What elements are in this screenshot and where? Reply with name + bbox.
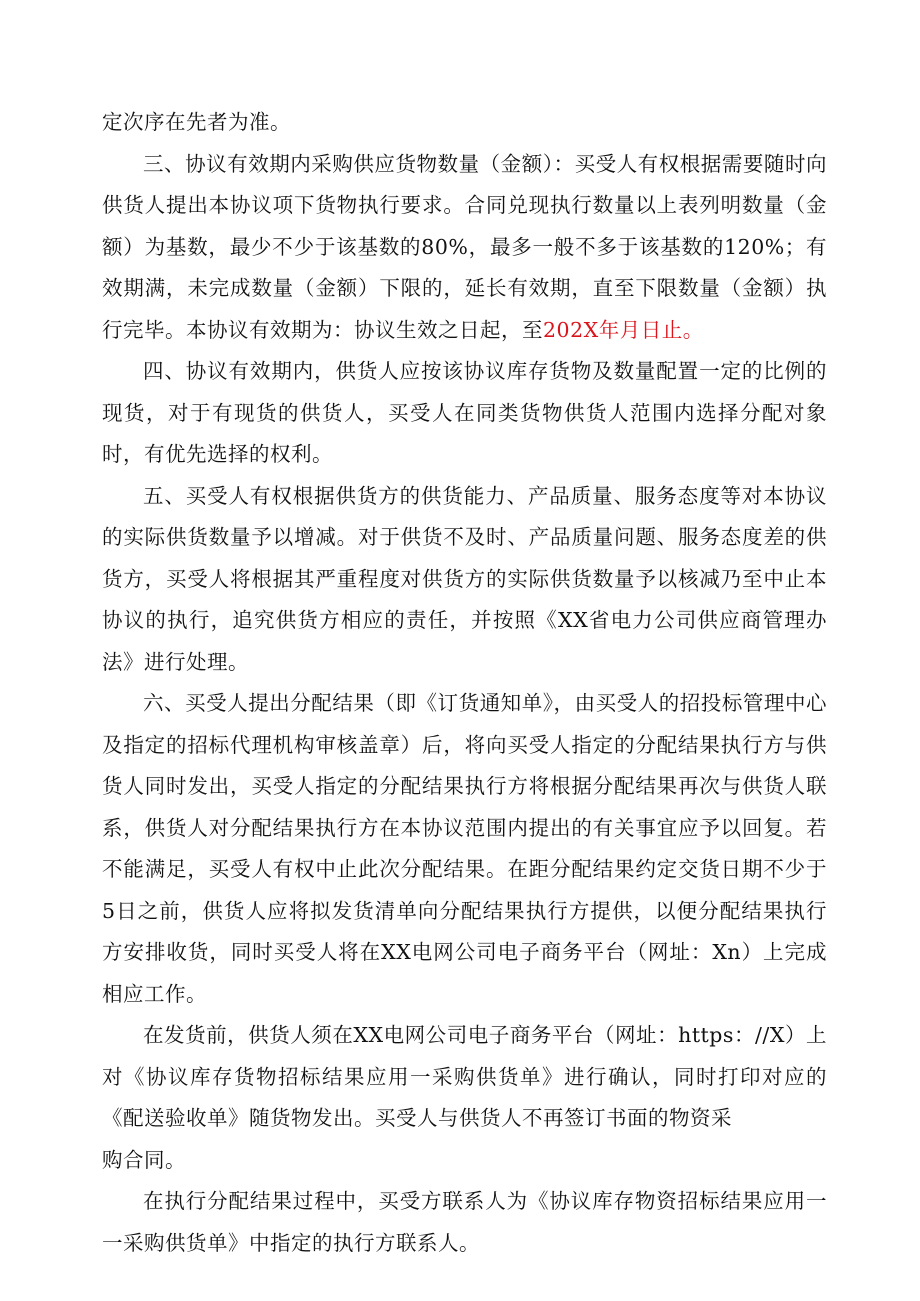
paragraph-clause-3 bbox=[102, 144, 827, 352]
paragraph-clause-4 bbox=[102, 351, 827, 476]
paragraph-text: 定次序在先者为准。 bbox=[102, 110, 291, 134]
paragraph-text: 五、买受人有权根据供货方的供货能力、产品质量、服务态度等对本协议的实际供货数量予以增减。对于供货不及时、产品质量问题、服务态度差的供货方，买受人将根据其严重程度对供货方的实际供货数量予以核减乃至中止本协议的执行，追究供货方相应的责任，并按照《XX省电力公司供应商管理办法》进行处理。 bbox=[102, 483, 827, 674]
paragraph-text: 三、协议有效期内采购供应货物数量（金额）：买受人有权根据需要随时向供货人提出本协议项下货物执行要求。合同兑现执行数量以上表列明数量（金额）为基数，最少不少于该基数的80%，最多一般不多于该基数的120%；有效期满，未完成数量（金额）下限的，延长有效期，直至下限数量（金额）执行完毕。本协议有效期为：协议生效之日起，至 bbox=[102, 151, 827, 342]
paragraph-text: 在执行分配结果过程中，买受方联系人为《协议库存物资招标结果应用一一采购供货单》中指定的执行方联系人。 bbox=[102, 1189, 827, 1255]
paragraph-text: 在发货前，供货人须在XX电网公司电子商务平台（网址：https：//X）上对《协议库存货物招标结果应用一采购供货单》进行确认，同时打印对应的《配送验收单》随货物发出。买受人与供货人不再签订书面的物资采 bbox=[102, 1023, 827, 1130]
document-page bbox=[102, 102, 827, 1264]
paragraph-shipping bbox=[102, 1015, 827, 1140]
paragraph-text: 购合同。 bbox=[102, 1147, 186, 1172]
paragraph-contact bbox=[102, 1181, 827, 1264]
paragraph-text: 四、协议有效期内，供货人应按该协议库存货物及数量配置一定的比例的现货，对于有现货的供货人，买受人在同类货物供货人范围内选择分配对象时，有优先选择的权利。 bbox=[102, 359, 827, 466]
paragraph-continuation bbox=[102, 102, 827, 144]
paragraph-clause-5 bbox=[102, 476, 827, 684]
paragraph-clause-6 bbox=[102, 683, 827, 1015]
paragraph-text: 六、买受人提出分配结果（即《订货通知单》，由买受人的招投标管理中心及指定的招标代理机构审核盖章）后，将向买受人指定的分配结果执行方与供货人同时发出，买受人指定的分配结果执行方将根据分配结果再次与供货人联系，供货人对分配结果执行方在本协议范围内提出的有关事宜应予以回复。若不能满足，买受人有权中止此次分配结果。在距分配结果约定交货日期不少于5日之前，供货人应将拟发货清单向分配结果执行方提供，以便分配结果执行方安排收货，同时买受人将在XX电网公司电子商务平台（网址：Xn）上完成相应工作。 bbox=[102, 691, 827, 1006]
paragraph-shipping-continued bbox=[102, 1140, 827, 1182]
highlighted-date: 202X年月日止。 bbox=[543, 317, 704, 342]
